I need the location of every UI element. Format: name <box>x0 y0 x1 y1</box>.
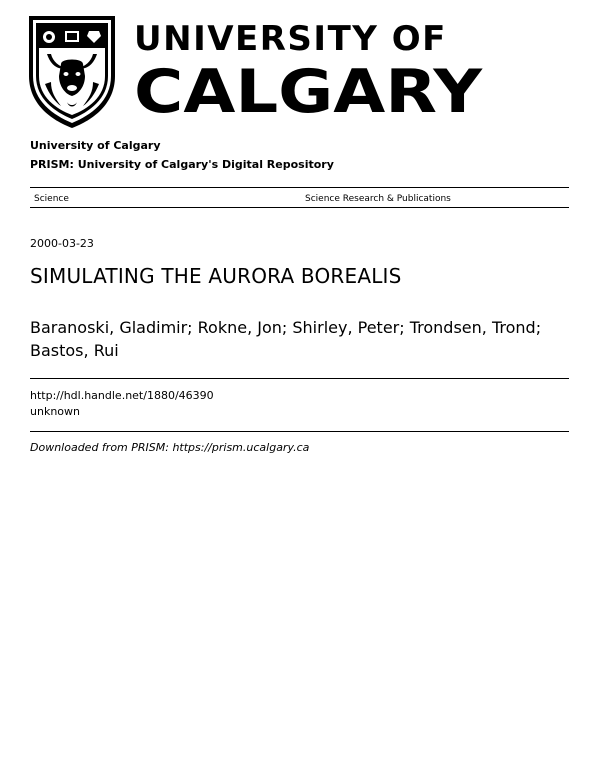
wordmark <box>134 19 483 127</box>
repository-name: PRISM: University of Calgary's Digital Repository <box>30 158 334 171</box>
university-logo <box>27 14 483 130</box>
divider <box>30 431 569 432</box>
divider <box>30 187 569 188</box>
record-title: SIMULATING THE AURORA BOREALIS <box>30 264 402 288</box>
divider <box>30 378 569 379</box>
record-authors: Baranoski, Gladimir; Rokne, Jon; Shirley, Peter; Trondsen, Trond; Bastos, Rui <box>30 318 542 360</box>
collection-community: Science <box>34 194 69 204</box>
wordmark-bottom: CALGARY <box>134 57 483 127</box>
divider <box>30 207 569 208</box>
handle-link[interactable]: http://hdl.handle.net/1880/46390 <box>30 389 214 402</box>
wordmark-top: UNIVERSITY OF <box>134 19 447 59</box>
download-notice: Downloaded from PRISM: https://prism.ucalgary.ca <box>30 441 310 454</box>
shield-icon <box>27 14 117 130</box>
collection-name: Science Research & Publications <box>305 194 451 204</box>
institution-name: University of Calgary <box>30 139 161 152</box>
rights-statement: unknown <box>30 405 80 418</box>
record-date: 2000-03-23 <box>30 237 94 250</box>
